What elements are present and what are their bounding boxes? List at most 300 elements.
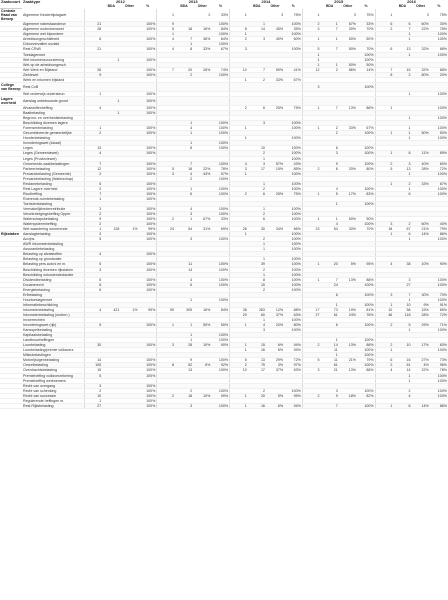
value-cell: 100% bbox=[357, 403, 375, 408]
value-cell: 17 bbox=[302, 307, 320, 312]
value-cell: 16 bbox=[393, 358, 411, 363]
type-cell: Precariobelasting (Gemeente) bbox=[22, 171, 84, 176]
type-cell: Algemene nabestaandenw bbox=[22, 22, 84, 27]
type-cell: Inkomstenbelasting bbox=[22, 307, 84, 312]
table-row bbox=[0, 9, 448, 22]
type-cell: Milieubelastingen bbox=[22, 353, 84, 358]
value-cell: 100% bbox=[357, 323, 375, 328]
value-cell: 7 bbox=[375, 67, 393, 72]
value-cell: 1 bbox=[393, 116, 411, 121]
value-cell: 27 bbox=[393, 282, 411, 287]
value-cell: 68% bbox=[430, 47, 448, 52]
value-cell: 5 bbox=[84, 373, 102, 378]
value-cell: 1 bbox=[375, 106, 393, 111]
value-cell: 27 bbox=[84, 403, 102, 408]
value-cell: 99% bbox=[139, 307, 157, 312]
value-cell bbox=[321, 96, 339, 105]
value-cell: 1 bbox=[321, 201, 339, 206]
value-cell: 4 bbox=[157, 37, 175, 42]
value-cell: 100% bbox=[211, 297, 229, 302]
value-cell bbox=[230, 82, 248, 91]
value-cell: 1 bbox=[230, 171, 248, 176]
value-cell: 3 bbox=[248, 37, 266, 42]
value-cell: 79% bbox=[430, 227, 448, 232]
value-cell: 21 bbox=[84, 22, 102, 27]
value-cell: 9 bbox=[175, 358, 193, 363]
type-cell: Ddoorvervallen sociale bbox=[22, 42, 84, 47]
value-cell: 1 bbox=[248, 22, 266, 27]
value-cell: 1 bbox=[375, 302, 393, 307]
value-cell: 100% bbox=[139, 222, 157, 227]
value-cell: 3 bbox=[175, 403, 193, 408]
value-cell: 2 bbox=[375, 363, 393, 368]
value-cell: 4 bbox=[230, 161, 248, 166]
value-cell: 1 bbox=[230, 77, 248, 82]
value-cell: 100% bbox=[211, 72, 229, 77]
value-cell: 1 bbox=[230, 9, 248, 22]
value-cell: 100% bbox=[139, 191, 157, 196]
value-cell: 1 bbox=[393, 91, 411, 96]
value-cell: 100% bbox=[430, 32, 448, 37]
value-cell: 100% bbox=[139, 171, 157, 176]
value-cell: 4 bbox=[321, 186, 339, 191]
value-cell: 3 bbox=[175, 212, 193, 217]
type-cell: Hondenbelasting bbox=[22, 136, 84, 141]
sub-col-header: % bbox=[437, 4, 441, 9]
value-cell: 26 bbox=[84, 67, 102, 72]
value-cell: 3 bbox=[412, 9, 430, 22]
value-cell bbox=[157, 82, 175, 91]
value-cell: 100% bbox=[284, 171, 302, 176]
value-cell: 1 bbox=[393, 52, 411, 57]
value-cell: 81% bbox=[357, 307, 375, 312]
value-cell: 17% bbox=[412, 343, 430, 348]
value-cell: 2 bbox=[175, 72, 193, 77]
value-cell: 7 bbox=[321, 27, 339, 32]
value-cell: 9 bbox=[84, 217, 102, 222]
value-cell: 305 bbox=[175, 307, 193, 312]
value-cell: 8 bbox=[248, 277, 266, 282]
value-cell: 26 bbox=[230, 227, 248, 232]
type-cell: Verontreinigingsheffing Opper bbox=[22, 212, 84, 217]
value-cell: 100% bbox=[139, 393, 157, 398]
value-cell: 60% bbox=[284, 37, 302, 42]
value-cell bbox=[248, 82, 266, 91]
value-cell: 30 bbox=[248, 227, 266, 232]
value-cell: 75% bbox=[430, 9, 448, 22]
value-cell: 6 bbox=[393, 403, 411, 408]
value-cell: 100% bbox=[211, 126, 229, 131]
value-cell: 7 bbox=[84, 191, 102, 196]
value-cell: 100% bbox=[430, 191, 448, 196]
value-cell: 100% bbox=[284, 186, 302, 191]
value-cell: 100% bbox=[284, 206, 302, 211]
type-cell: Motorrijtuigenbelasting bbox=[22, 358, 84, 363]
value-cell bbox=[284, 96, 302, 105]
value-cell: 73% bbox=[430, 358, 448, 363]
value-cell: 100% bbox=[430, 186, 448, 191]
type-cell: Kansspelbelasting bbox=[22, 328, 84, 333]
value-cell: 34% bbox=[266, 227, 284, 232]
value-cell: 14 bbox=[84, 358, 102, 363]
value-cell: 7 bbox=[321, 403, 339, 408]
value-cell: 35% bbox=[284, 27, 302, 32]
value-cell bbox=[84, 9, 102, 22]
value-cell: 100% bbox=[139, 67, 157, 72]
type-cell: Assurantiebelasting bbox=[22, 247, 84, 252]
value-cell: 1 bbox=[248, 247, 266, 252]
value-cell: 1 bbox=[175, 217, 193, 222]
value-cell: 1 bbox=[302, 37, 320, 42]
type-cell: Afvalstoffenheffing bbox=[22, 106, 84, 111]
type-cell: Beschikking diversen lagere bbox=[22, 121, 84, 126]
value-cell: 8 bbox=[321, 166, 339, 171]
value-cell: 4 bbox=[375, 368, 393, 373]
type-cell: Beschikking onkostendeclaratie bbox=[22, 272, 84, 277]
group-cell: Centrale Raad van Beroep bbox=[0, 9, 22, 22]
value-cell: 2 bbox=[375, 343, 393, 348]
value-cell: 14% bbox=[412, 232, 430, 237]
value-cell: 18 bbox=[175, 27, 193, 32]
value-cell: 57% bbox=[211, 171, 229, 176]
value-cell: 54 bbox=[321, 227, 339, 232]
value-cell: 100% bbox=[139, 106, 157, 111]
value-cell: 78% bbox=[430, 27, 448, 32]
value-cell: 2 bbox=[248, 77, 266, 82]
value-cell bbox=[193, 403, 211, 408]
value-cell: 18 bbox=[375, 227, 393, 232]
value-cell: 1 bbox=[230, 393, 248, 398]
value-cell: 100% bbox=[139, 363, 157, 368]
value-cell: 1 bbox=[175, 121, 193, 126]
value-cell: 17% bbox=[339, 191, 357, 196]
value-cell: 85% bbox=[430, 307, 448, 312]
value-cell: 5 bbox=[230, 358, 248, 363]
value-cell: 2 bbox=[157, 217, 175, 222]
value-cell: 14 bbox=[175, 267, 193, 272]
value-cell: 70% bbox=[357, 27, 375, 32]
value-cell: 2 bbox=[321, 131, 339, 136]
type-cell: Roerende-ruimtebelasting bbox=[22, 196, 84, 201]
value-cell: 72% bbox=[430, 166, 448, 171]
value-cell: 86% bbox=[339, 67, 357, 72]
value-cell: 1 bbox=[102, 57, 120, 62]
value-cell: 95% bbox=[357, 262, 375, 267]
value-cell: 7 bbox=[84, 161, 102, 166]
year-header: 2014 bbox=[261, 0, 271, 4]
value-cell: 100% bbox=[211, 368, 229, 373]
value-cell: 30% bbox=[339, 27, 357, 32]
value-cell: 79% bbox=[357, 358, 375, 363]
value-cell: 100% bbox=[139, 186, 157, 191]
value-cell: 14 bbox=[248, 27, 266, 32]
value-cell: 100% bbox=[357, 151, 375, 156]
value-cell bbox=[248, 9, 266, 22]
value-cell: 100% bbox=[139, 398, 157, 403]
value-cell: 8 bbox=[375, 72, 393, 77]
value-cell: 100% bbox=[284, 126, 302, 131]
type-cell: Wet Werk en Bijstand bbox=[22, 67, 84, 72]
value-cell: 1 bbox=[175, 323, 193, 328]
value-cell: 100% bbox=[284, 146, 302, 151]
value-cell: 1 bbox=[393, 136, 411, 141]
value-cell: 1 bbox=[230, 232, 248, 237]
value-cell: 1 bbox=[393, 37, 411, 42]
value-cell: 10 bbox=[84, 393, 102, 398]
value-cell: 100% bbox=[139, 131, 157, 136]
value-cell bbox=[339, 96, 357, 105]
value-cell bbox=[430, 82, 448, 91]
value-cell: 1 bbox=[102, 96, 120, 105]
value-cell: 10 bbox=[230, 368, 248, 373]
sub-col-header: Other bbox=[416, 4, 426, 9]
value-cell: 7 bbox=[175, 161, 193, 166]
value-cell: 3 bbox=[302, 82, 320, 91]
value-cell: 1 bbox=[393, 171, 411, 176]
value-cell bbox=[339, 403, 357, 408]
type-cell: Rioolheffing bbox=[22, 191, 84, 196]
value-cell: 3 bbox=[339, 9, 357, 22]
value-cell: 100% bbox=[284, 47, 302, 52]
value-cell: 100% bbox=[357, 82, 375, 91]
value-cell: 100% bbox=[357, 201, 375, 206]
value-cell: 94% bbox=[284, 403, 302, 408]
value-cell bbox=[266, 96, 284, 105]
value-cell: 13 bbox=[248, 358, 266, 363]
value-cell: 32% bbox=[412, 67, 430, 72]
value-cell: 2 bbox=[230, 37, 248, 42]
value-cell: 100% bbox=[211, 186, 229, 191]
sub-col-header: BDA bbox=[107, 4, 115, 9]
value-cell: 100% bbox=[430, 328, 448, 333]
value-cell: 7 bbox=[248, 67, 266, 72]
value-cell bbox=[302, 96, 320, 105]
value-cell: 6 bbox=[248, 106, 266, 111]
sub-col-header: BDA bbox=[253, 4, 261, 9]
type-cell: Invorderingswet (rijk) bbox=[22, 323, 84, 328]
value-cell: 100% bbox=[430, 171, 448, 176]
value-cell: 70% bbox=[357, 47, 375, 52]
value-cell: 50% bbox=[357, 217, 375, 222]
value-cell: 100% bbox=[357, 338, 375, 343]
value-cell: 1 bbox=[375, 348, 393, 353]
value-cell: 6 bbox=[248, 217, 266, 222]
value-cell: 100% bbox=[139, 267, 157, 272]
value-cell: 100% bbox=[211, 141, 229, 146]
value-cell: 15% bbox=[412, 307, 430, 312]
value-cell: 15 bbox=[393, 67, 411, 72]
value-cell: 80% bbox=[357, 166, 375, 171]
value-cell: 75% bbox=[284, 106, 302, 111]
value-cell: 100% bbox=[211, 267, 229, 272]
value-cell: 15% bbox=[266, 166, 284, 171]
type-cell: Invorderingswet (lokaal) bbox=[22, 141, 84, 146]
value-cell: 1 bbox=[321, 37, 339, 42]
value-cell: 283 bbox=[248, 307, 266, 312]
value-cell bbox=[120, 96, 138, 105]
value-cell: 5% bbox=[266, 393, 284, 398]
value-cell: 5 bbox=[84, 262, 102, 267]
type-cell: Leges (Gemeentewet) bbox=[22, 151, 84, 156]
value-cell: 50% bbox=[357, 37, 375, 42]
value-cell: 78% bbox=[430, 368, 448, 373]
type-cell: Algemene wet bijzondere bbox=[22, 32, 84, 37]
value-cell: 5 bbox=[393, 323, 411, 328]
value-cell: 3 bbox=[84, 383, 102, 388]
value-cell: 100% bbox=[211, 338, 229, 343]
value-cell bbox=[120, 403, 138, 408]
value-cell: 4 bbox=[393, 393, 411, 398]
value-cell: 100% bbox=[430, 373, 448, 378]
value-cell: 6% bbox=[193, 363, 211, 368]
value-cell: 100% bbox=[139, 403, 157, 408]
value-cell: 100% bbox=[139, 27, 157, 32]
value-cell: 100% bbox=[357, 363, 375, 368]
value-cell: 9 bbox=[321, 161, 339, 166]
value-cell: 21% bbox=[339, 358, 357, 363]
value-cell: 69% bbox=[211, 227, 229, 232]
value-cell: 1 bbox=[321, 62, 339, 67]
value-cell: 27 bbox=[302, 312, 320, 317]
year-header: 2012 bbox=[115, 0, 125, 4]
value-cell: 100% bbox=[284, 282, 302, 287]
value-cell: 100% bbox=[139, 111, 157, 116]
value-cell bbox=[120, 82, 138, 91]
value-cell: 12 bbox=[302, 67, 320, 72]
value-cell: 2 bbox=[393, 388, 411, 393]
value-cell: 8 bbox=[175, 146, 193, 151]
value-cell: 13 bbox=[84, 146, 102, 151]
value-cell: 11% bbox=[412, 151, 430, 156]
value-cell: 100% bbox=[284, 287, 302, 292]
value-cell: 105 bbox=[84, 363, 102, 368]
value-cell: 100% bbox=[139, 277, 157, 282]
type-cell: Precariobelasting (Waterschap) bbox=[22, 176, 84, 181]
type-cell: Informatiebeschikking bbox=[22, 302, 84, 307]
value-cell: 100% bbox=[357, 353, 375, 358]
value-cell: 13% bbox=[339, 343, 357, 348]
value-cell: 7 bbox=[175, 37, 193, 42]
value-cell: 1 bbox=[375, 403, 393, 408]
value-cell bbox=[393, 82, 411, 91]
value-cell: 100% bbox=[357, 222, 375, 227]
value-cell: 1 bbox=[321, 22, 339, 27]
value-cell: 2 bbox=[230, 191, 248, 196]
value-cell: 2 bbox=[248, 212, 266, 217]
value-cell: 20% bbox=[430, 72, 448, 77]
value-cell bbox=[412, 82, 430, 91]
value-cell: 60% bbox=[412, 22, 430, 27]
value-cell: 50% bbox=[339, 62, 357, 67]
value-cell: 22% bbox=[412, 27, 430, 32]
value-cell: 1 bbox=[248, 242, 266, 247]
value-cell: 6 bbox=[321, 146, 339, 151]
value-cell: 2 bbox=[248, 237, 266, 242]
type-cell: Reclamebelasting bbox=[22, 181, 84, 186]
value-cell: 32% bbox=[412, 47, 430, 52]
type-cell: Erfbelasting bbox=[22, 292, 84, 297]
value-cell: 6 bbox=[84, 282, 102, 287]
value-cell: 6 bbox=[321, 292, 339, 297]
value-cell: 13 bbox=[393, 47, 411, 52]
value-cell bbox=[102, 82, 120, 91]
value-cell: 100% bbox=[357, 292, 375, 297]
table-row bbox=[0, 96, 448, 105]
value-cell: 50% bbox=[339, 47, 357, 52]
value-cell: 67 bbox=[393, 227, 411, 232]
value-cell: 1 bbox=[302, 217, 320, 222]
value-cell: 100% bbox=[211, 32, 229, 37]
type-cell: Aanslagbelasting bbox=[22, 232, 84, 237]
value-cell: 90% bbox=[211, 343, 229, 348]
value-cell: 19% bbox=[339, 307, 357, 312]
value-cell: 5 bbox=[84, 181, 102, 186]
value-cell: 1 bbox=[248, 318, 266, 323]
value-cell: 1 bbox=[393, 32, 411, 37]
value-cell: 2 bbox=[84, 222, 102, 227]
value-cell: 36% bbox=[193, 37, 211, 42]
value-cell: 100% bbox=[284, 151, 302, 156]
value-cell: 100% bbox=[211, 176, 229, 181]
value-cell: 10 bbox=[375, 307, 393, 312]
value-cell: 57% bbox=[266, 161, 284, 166]
value-cell: 100% bbox=[357, 302, 375, 307]
value-cell: 63% bbox=[284, 368, 302, 373]
value-cell: 5 bbox=[84, 237, 102, 242]
value-cell: 50% bbox=[211, 323, 229, 328]
value-cell: 6 bbox=[393, 191, 411, 196]
value-cell: 16% bbox=[193, 307, 211, 312]
value-cell: 4 bbox=[157, 47, 175, 52]
value-cell bbox=[339, 82, 357, 91]
value-cell: 90% bbox=[211, 393, 229, 398]
value-cell: 100% bbox=[211, 206, 229, 211]
value-cell: 1 bbox=[393, 297, 411, 302]
value-cell: 6 bbox=[248, 191, 266, 196]
value-cell: 26% bbox=[193, 67, 211, 72]
value-cell: 100% bbox=[284, 272, 302, 277]
value-cell: 74% bbox=[211, 67, 229, 72]
value-cell: 11 bbox=[321, 358, 339, 363]
value-cell: 100% bbox=[139, 196, 157, 201]
value-cell: 5 bbox=[302, 358, 320, 363]
value-cell: 3 bbox=[248, 121, 266, 126]
type-cell: Aanslag onbebouwde grond bbox=[22, 96, 84, 105]
value-cell: 100% bbox=[139, 96, 157, 105]
value-cell: 1 bbox=[321, 338, 339, 343]
type-cell: Belasting op grondwater bbox=[22, 257, 84, 262]
value-cell: 100% bbox=[284, 242, 302, 247]
value-cell: 100% bbox=[284, 318, 302, 323]
value-cell: 24% bbox=[339, 312, 357, 317]
value-cell: 100% bbox=[284, 32, 302, 37]
value-cell: 10% bbox=[412, 262, 430, 267]
value-cell: 1 bbox=[393, 237, 411, 242]
value-cell: 100% bbox=[357, 57, 375, 62]
value-cell: 3 bbox=[321, 151, 339, 156]
value-cell: 100% bbox=[430, 348, 448, 353]
value-cell: 15 bbox=[248, 343, 266, 348]
value-cell: 50% bbox=[430, 131, 448, 136]
value-cell bbox=[321, 82, 339, 91]
value-cell: 1% bbox=[120, 227, 138, 232]
value-cell: 2 bbox=[84, 131, 102, 136]
value-cell: 6 bbox=[375, 358, 393, 363]
value-cell: 100% bbox=[284, 181, 302, 186]
value-cell: 100% bbox=[139, 47, 157, 52]
value-cell: 2 bbox=[321, 67, 339, 72]
value-cell: 10 bbox=[248, 146, 266, 151]
